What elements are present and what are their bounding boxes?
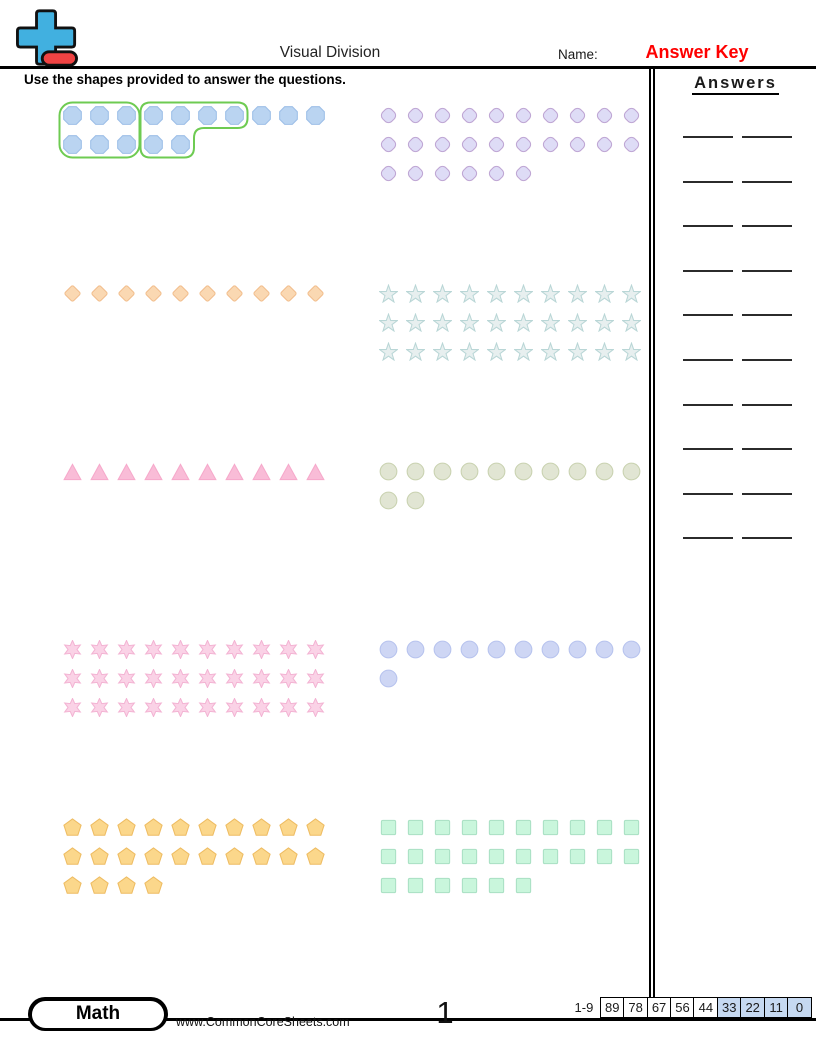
answer-row-1 <box>655 150 816 183</box>
problem-5 <box>341 456 653 520</box>
square-shape-icon <box>541 818 560 837</box>
circle-shape-icon <box>460 640 479 659</box>
circle-shape-icon <box>514 640 533 659</box>
answer-row-7 <box>655 417 816 450</box>
star5-shape-icon <box>379 313 398 332</box>
answer-row-9 <box>655 506 816 539</box>
answer-blank-groups <box>683 328 733 361</box>
octagon-shape-icon <box>90 106 109 125</box>
answer-blank-leftover <box>742 328 792 361</box>
answer-blank-groups <box>683 462 733 495</box>
pentagon-shape-icon <box>198 847 217 866</box>
circle-shape-icon <box>433 640 452 659</box>
pentagon-shape-icon <box>63 847 82 866</box>
score-cell: 22 <box>740 997 765 1018</box>
shape-grid <box>63 284 337 303</box>
square-shape-icon <box>622 818 641 837</box>
pentagon-shape-icon <box>63 876 82 895</box>
star5-shape-icon <box>406 313 425 332</box>
triangle-shape-icon <box>306 462 325 481</box>
pentagon-shape-icon <box>225 847 244 866</box>
score-cell: 0 <box>787 997 812 1018</box>
pentagon-shape-icon <box>117 847 136 866</box>
shape-row <box>379 462 653 481</box>
circle-shape-icon <box>433 462 452 481</box>
problem-1 <box>341 100 653 193</box>
star6-shape-icon <box>63 669 82 688</box>
answer-blank-leftover <box>742 462 792 495</box>
pentagon-shape-icon <box>90 876 109 895</box>
score-range-label: 1-9 <box>574 1000 594 1015</box>
triangle-shape-icon <box>198 462 217 481</box>
star5-shape-icon <box>433 342 452 361</box>
shape-row <box>63 876 337 895</box>
answer-blank-leftover <box>742 105 792 138</box>
score-cell: 44 <box>693 997 718 1018</box>
shape-row <box>63 284 337 303</box>
shape-row <box>63 106 337 125</box>
pentagon-shape-icon <box>225 818 244 837</box>
star5-shape-icon <box>433 313 452 332</box>
pentagon-shape-icon <box>171 847 190 866</box>
circle-shape-icon <box>406 640 425 659</box>
star6-shape-icon <box>117 698 136 717</box>
square-shape-icon <box>541 847 560 866</box>
star6-shape-icon <box>198 640 217 659</box>
rounded-diamond-shape-icon <box>541 106 560 125</box>
octagon-shape-icon <box>171 106 190 125</box>
answer-blank-leftover <box>742 283 792 316</box>
shape-row <box>379 313 653 332</box>
circle-shape-icon <box>514 462 533 481</box>
answer-blank-leftover <box>742 373 792 406</box>
star5-shape-icon <box>487 313 506 332</box>
square-shape-icon <box>487 847 506 866</box>
answer-blank-leftover <box>742 150 792 183</box>
pentagon-shape-icon <box>198 818 217 837</box>
minus-bar-icon <box>42 52 76 65</box>
star5-shape-icon <box>568 342 587 361</box>
answer-blank-groups <box>683 373 733 406</box>
star5-shape-icon <box>487 284 506 303</box>
octagon-shape-icon <box>225 106 244 125</box>
star6-shape-icon <box>252 669 271 688</box>
diamond-shape-icon <box>279 284 298 303</box>
pentagon-shape-icon <box>117 818 136 837</box>
square-shape-icon <box>487 876 506 895</box>
star6-shape-icon <box>252 698 271 717</box>
circle-shape-icon <box>595 462 614 481</box>
star5-shape-icon <box>541 284 560 303</box>
circle-shape-icon <box>541 462 560 481</box>
circle-shape-icon <box>568 640 587 659</box>
star6-shape-icon <box>225 640 244 659</box>
problem-3 <box>341 278 653 371</box>
pentagon-shape-icon <box>306 847 325 866</box>
circle-shape-icon <box>406 462 425 481</box>
star6-shape-icon <box>171 698 190 717</box>
answer-blank-groups <box>683 239 733 272</box>
shape-row <box>63 462 337 481</box>
diamond-shape-icon <box>306 284 325 303</box>
answer-blank-leftover <box>742 417 792 450</box>
rounded-diamond-shape-icon <box>379 135 398 154</box>
square-shape-icon <box>568 818 587 837</box>
star5-shape-icon <box>541 313 560 332</box>
shape-row <box>379 164 653 183</box>
rounded-diamond-shape-icon <box>622 106 641 125</box>
website-text: www.CommonCoreSheets.com <box>176 1015 350 1029</box>
star5-shape-icon <box>406 342 425 361</box>
shape-row <box>379 640 653 659</box>
shape-row <box>63 818 337 837</box>
star5-shape-icon <box>406 284 425 303</box>
answer-blank-groups <box>683 194 733 227</box>
circle-shape-icon <box>568 462 587 481</box>
octagon-shape-icon <box>198 106 217 125</box>
shape-row <box>63 669 337 688</box>
star5-shape-icon <box>460 284 479 303</box>
star6-shape-icon <box>198 669 217 688</box>
answer-row-8 <box>655 462 816 495</box>
answer-blank-groups <box>683 105 733 138</box>
star5-shape-icon <box>622 284 641 303</box>
star6-shape-icon <box>90 669 109 688</box>
square-shape-icon <box>406 847 425 866</box>
octagon-shape-icon <box>63 106 82 125</box>
problem-7 <box>341 634 653 698</box>
diamond-shape-icon <box>63 284 82 303</box>
square-shape-icon <box>595 818 614 837</box>
star6-shape-icon <box>171 669 190 688</box>
rounded-diamond-shape-icon <box>541 135 560 154</box>
shape-grid <box>379 818 653 895</box>
pentagon-shape-icon <box>90 818 109 837</box>
star6-shape-icon <box>306 669 325 688</box>
pentagon-shape-icon <box>279 847 298 866</box>
score-cell: 33 <box>717 997 742 1018</box>
square-shape-icon <box>460 876 479 895</box>
octagon-shape-icon <box>117 106 136 125</box>
circle-shape-icon <box>406 491 425 510</box>
answers-panel <box>655 66 816 1019</box>
answer-blank-groups <box>683 417 733 450</box>
rounded-diamond-shape-icon <box>487 106 506 125</box>
rounded-diamond-shape-icon <box>595 106 614 125</box>
diamond-shape-icon <box>225 284 244 303</box>
square-shape-icon <box>487 818 506 837</box>
answer-blank-groups <box>683 506 733 539</box>
star6-shape-icon <box>198 698 217 717</box>
star6-shape-icon <box>90 698 109 717</box>
answer-blank-leftover <box>742 194 792 227</box>
pentagon-shape-icon <box>171 818 190 837</box>
square-shape-icon <box>433 818 452 837</box>
octagon-shape-icon <box>306 106 325 125</box>
circle-shape-icon <box>460 462 479 481</box>
shape-grid <box>63 106 337 154</box>
shape-row <box>379 876 653 895</box>
star5-shape-icon <box>595 284 614 303</box>
answers-title: Answers <box>655 74 816 93</box>
problem-2 <box>25 278 337 313</box>
star6-shape-icon <box>144 698 163 717</box>
diamond-shape-icon <box>171 284 190 303</box>
rounded-diamond-shape-icon <box>406 135 425 154</box>
triangle-shape-icon <box>225 462 244 481</box>
star5-shape-icon <box>487 342 506 361</box>
circle-shape-icon <box>595 640 614 659</box>
square-shape-icon <box>460 847 479 866</box>
pentagon-shape-icon <box>279 818 298 837</box>
rounded-diamond-shape-icon <box>406 164 425 183</box>
shape-row <box>379 669 653 688</box>
star6-shape-icon <box>63 698 82 717</box>
octagon-shape-icon <box>144 135 163 154</box>
circle-shape-icon <box>487 462 506 481</box>
star5-shape-icon <box>622 313 641 332</box>
star6-shape-icon <box>225 669 244 688</box>
page-title: Visual Division <box>279 44 381 61</box>
shape-grid <box>379 284 653 361</box>
rounded-diamond-shape-icon <box>433 135 452 154</box>
circle-shape-icon <box>487 640 506 659</box>
rounded-diamond-shape-icon <box>433 106 452 125</box>
rounded-diamond-shape-icon <box>514 164 533 183</box>
star5-shape-icon <box>514 313 533 332</box>
circle-shape-icon <box>622 640 641 659</box>
shape-row <box>63 698 337 717</box>
square-shape-icon <box>433 876 452 895</box>
square-shape-icon <box>595 847 614 866</box>
star5-shape-icon <box>379 342 398 361</box>
subject-badge-label: Math <box>32 1001 164 1028</box>
answer-blank-leftover <box>742 506 792 539</box>
triangle-shape-icon <box>279 462 298 481</box>
shape-row <box>63 847 337 866</box>
star6-shape-icon <box>63 640 82 659</box>
shape-grid <box>379 106 653 183</box>
rounded-diamond-shape-icon <box>514 106 533 125</box>
star5-shape-icon <box>514 342 533 361</box>
octagon-shape-icon <box>279 106 298 125</box>
shape-row <box>379 491 653 510</box>
pentagon-shape-icon <box>252 847 271 866</box>
star5-shape-icon <box>514 284 533 303</box>
page-number: 1 <box>436 995 454 1030</box>
diamond-shape-icon <box>198 284 217 303</box>
score-strip <box>575 997 812 1018</box>
shape-row <box>63 135 337 154</box>
square-shape-icon <box>514 876 533 895</box>
problem-ex <box>25 100 337 164</box>
square-shape-icon <box>514 818 533 837</box>
answer-row-ex <box>655 105 816 138</box>
star6-shape-icon <box>144 640 163 659</box>
triangle-shape-icon <box>117 462 136 481</box>
pentagon-shape-icon <box>90 847 109 866</box>
rounded-diamond-shape-icon <box>406 106 425 125</box>
rounded-diamond-shape-icon <box>595 135 614 154</box>
name-label: Name: <box>558 47 598 62</box>
rounded-diamond-shape-icon <box>568 135 587 154</box>
octagon-shape-icon <box>171 135 190 154</box>
shape-row <box>379 106 653 125</box>
score-cell: 67 <box>647 997 672 1018</box>
star5-shape-icon <box>433 284 452 303</box>
diamond-shape-icon <box>90 284 109 303</box>
triangle-shape-icon <box>63 462 82 481</box>
star6-shape-icon <box>306 640 325 659</box>
star5-shape-icon <box>541 342 560 361</box>
shape-row <box>379 818 653 837</box>
rounded-diamond-shape-icon <box>487 135 506 154</box>
shape-row <box>379 847 653 866</box>
rounded-diamond-shape-icon <box>487 164 506 183</box>
square-shape-icon <box>433 847 452 866</box>
answer-row-3 <box>655 239 816 272</box>
star5-shape-icon <box>460 342 479 361</box>
diamond-shape-icon <box>117 284 136 303</box>
subject-badge <box>28 997 168 1031</box>
problem-6 <box>25 634 337 727</box>
diamond-shape-icon <box>252 284 271 303</box>
problem-9 <box>341 812 653 905</box>
triangle-shape-icon <box>252 462 271 481</box>
pentagon-shape-icon <box>306 818 325 837</box>
triangle-shape-icon <box>90 462 109 481</box>
answer-row-6 <box>655 373 816 406</box>
star6-shape-icon <box>144 669 163 688</box>
rounded-diamond-shape-icon <box>568 106 587 125</box>
square-shape-icon <box>460 818 479 837</box>
answer-row-2 <box>655 194 816 227</box>
circle-shape-icon <box>541 640 560 659</box>
answer-key-text: Answer Key <box>645 42 749 62</box>
star5-shape-icon <box>595 313 614 332</box>
rounded-diamond-shape-icon <box>460 135 479 154</box>
instruction-text: Use the shapes provided to answer the questions. <box>24 72 346 87</box>
shape-grid <box>379 462 653 510</box>
star5-shape-icon <box>379 284 398 303</box>
answer-blank-groups <box>683 283 733 316</box>
pentagon-shape-icon <box>63 818 82 837</box>
diamond-shape-icon <box>144 284 163 303</box>
circle-shape-icon <box>622 462 641 481</box>
star6-shape-icon <box>90 640 109 659</box>
commoncoresheets-logo-icon <box>12 7 82 73</box>
square-shape-icon <box>406 818 425 837</box>
pentagon-shape-icon <box>144 818 163 837</box>
pentagon-shape-icon <box>144 847 163 866</box>
star6-shape-icon <box>117 640 136 659</box>
circle-shape-icon <box>379 491 398 510</box>
shape-row <box>379 342 653 361</box>
star6-shape-icon <box>252 640 271 659</box>
star5-shape-icon <box>568 284 587 303</box>
star5-shape-icon <box>622 342 641 361</box>
star5-shape-icon <box>595 342 614 361</box>
answer-blank-groups <box>683 150 733 183</box>
pentagon-shape-icon <box>252 818 271 837</box>
answer-row-4 <box>655 283 816 316</box>
answer-row-5 <box>655 328 816 361</box>
rounded-diamond-shape-icon <box>460 106 479 125</box>
square-shape-icon <box>514 847 533 866</box>
star6-shape-icon <box>279 640 298 659</box>
triangle-shape-icon <box>171 462 190 481</box>
problem-8 <box>25 812 337 905</box>
circle-shape-icon <box>379 462 398 481</box>
triangle-shape-icon <box>144 462 163 481</box>
star6-shape-icon <box>279 698 298 717</box>
square-shape-icon <box>379 847 398 866</box>
square-shape-icon <box>379 818 398 837</box>
octagon-shape-icon <box>90 135 109 154</box>
circle-shape-icon <box>379 640 398 659</box>
pentagon-shape-icon <box>144 876 163 895</box>
rounded-diamond-shape-icon <box>433 164 452 183</box>
pentagon-shape-icon <box>117 876 136 895</box>
shape-grid <box>63 640 337 717</box>
shape-grid <box>379 640 653 688</box>
star6-shape-icon <box>225 698 244 717</box>
square-shape-icon <box>622 847 641 866</box>
answer-blank-leftover <box>742 239 792 272</box>
rounded-diamond-shape-icon <box>379 164 398 183</box>
shape-row <box>379 135 653 154</box>
rounded-diamond-shape-icon <box>460 164 479 183</box>
score-cell: 56 <box>670 997 695 1018</box>
octagon-shape-icon <box>63 135 82 154</box>
octagon-shape-icon <box>252 106 271 125</box>
octagon-shape-icon <box>144 106 163 125</box>
star6-shape-icon <box>117 669 136 688</box>
square-shape-icon <box>379 876 398 895</box>
score-cell: 89 <box>600 997 625 1018</box>
score-cell: 78 <box>623 997 648 1018</box>
square-shape-icon <box>568 847 587 866</box>
shape-row <box>379 284 653 303</box>
rounded-diamond-shape-icon <box>622 135 641 154</box>
problem-4 <box>25 456 337 491</box>
shape-row <box>63 640 337 659</box>
circle-shape-icon <box>379 669 398 688</box>
star6-shape-icon <box>279 669 298 688</box>
rounded-diamond-shape-icon <box>514 135 533 154</box>
star6-shape-icon <box>306 698 325 717</box>
score-cell: 11 <box>764 997 789 1018</box>
star5-shape-icon <box>568 313 587 332</box>
shape-grid <box>63 462 337 481</box>
star6-shape-icon <box>171 640 190 659</box>
square-shape-icon <box>406 876 425 895</box>
star5-shape-icon <box>460 313 479 332</box>
shape-grid <box>63 818 337 895</box>
octagon-shape-icon <box>117 135 136 154</box>
rounded-diamond-shape-icon <box>379 106 398 125</box>
